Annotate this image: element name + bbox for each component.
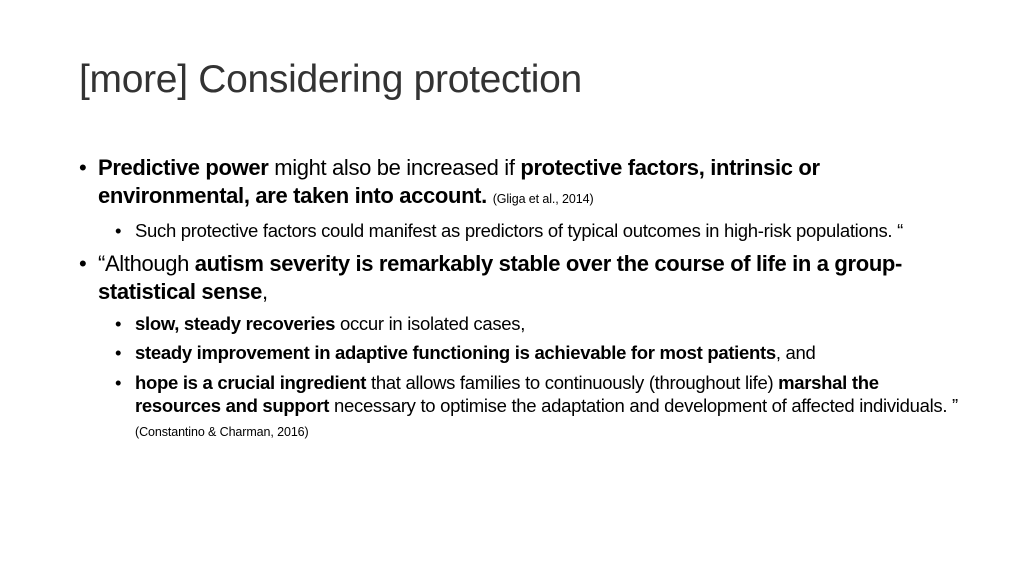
slide-title: [more] Considering protection (79, 58, 582, 101)
sub-bullet-hope (115, 371, 959, 445)
text: that allows families to continuously (throughout life) (366, 371, 779, 393)
bullet-predictive-power (79, 154, 959, 213)
text: might also be increased if (268, 155, 521, 180)
bold-text: hope is a crucial ingredient (135, 371, 367, 393)
bold-text: steady improvement in adaptive functioning is achievable for most patients (135, 342, 776, 363)
slide-body (79, 154, 959, 450)
bold-text: slow, steady recoveries (135, 312, 336, 334)
citation: (Gliga et al., 2014) (492, 192, 594, 206)
bold-text: marshal the resources and support (135, 371, 879, 416)
text: “Although (98, 250, 195, 276)
bold-text: Predictive power (98, 155, 269, 180)
sub-bullet-slow-recoveries (115, 312, 959, 336)
bullet-autism-severity (79, 250, 959, 306)
text: necessary to optimise the adaptation and development of affected individuals. ” (329, 395, 958, 416)
sub-bullet-protective-factors (115, 219, 959, 243)
bold-text: autism severity is remarkably stable over the course of life in a group-statistical sense (98, 250, 902, 304)
citation: (Constantino & Charman, 2016) (135, 424, 309, 439)
text: , (262, 278, 268, 304)
text: , and (775, 342, 816, 363)
bold-text: protective factors, intrinsic or environmental, are taken into account. (98, 155, 820, 208)
sub-bullet-adaptive-functioning (115, 341, 959, 365)
text: occur in isolated cases, (335, 312, 526, 334)
text: Such protective factors could manifest as predictors of typical outcomes in high-risk populations. “ (135, 220, 903, 241)
